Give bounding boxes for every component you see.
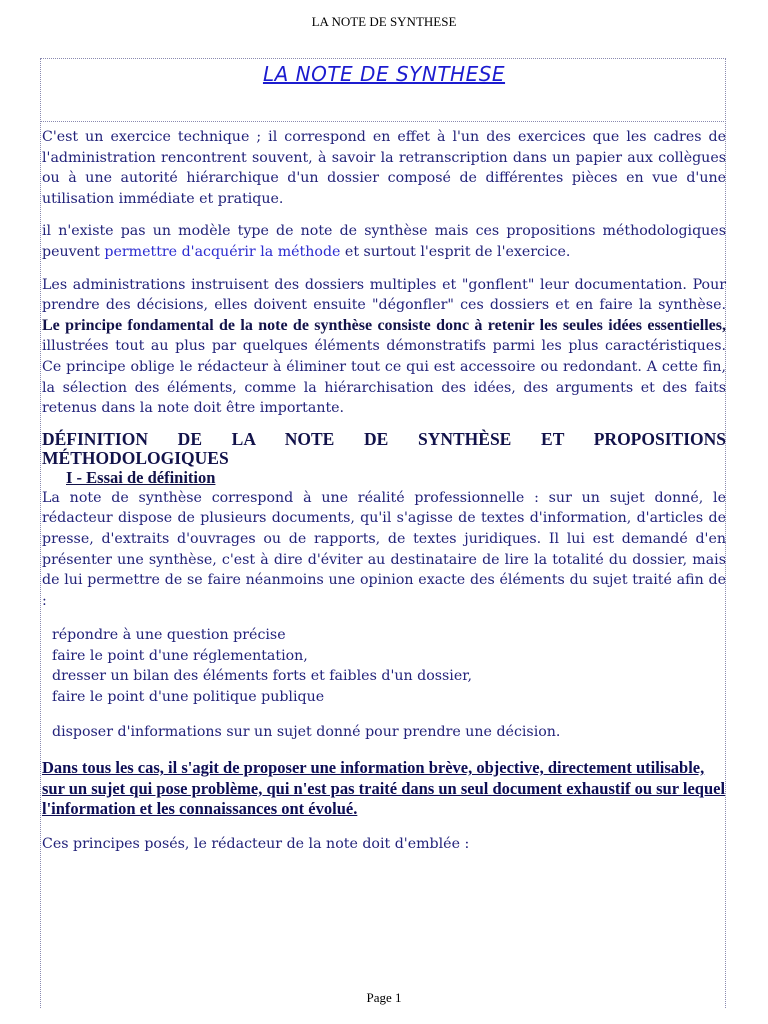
definition-paragraph: La note de synthèse correspond à une réalité professionnelle : sur un sujet donné, le rédacteur dispose de plusieurs documents, qu'il s'agisse de textes d'information, d'articles de presse, d'extraits d'ouvrages ou de rapports, de textes juridiques. Il lui est demandé d'en présenter une synthèse, c'est à dire d'éviter au destinataire de lire la totalité du dossier, mais de lui permettre de se faire néanmoins une opinion exacte des éléments du sujet traité afin de : [42, 489, 726, 609]
method-link[interactable]: permettre d'acquérir la méthode [104, 243, 341, 260]
list-item: faire le point d'une politique publique [52, 689, 325, 706]
purpose-list [42, 625, 726, 707]
subheading: I - Essai de définition [66, 467, 216, 487]
list-item: répondre à une question précise [52, 627, 286, 644]
principle-paragraph [42, 275, 726, 419]
document-title: LA NOTE DE SYNTHESE [262, 62, 506, 86]
method-text-after: et surtout l'esprit de l'exercice. [340, 243, 571, 260]
closing-paragraph: Ces principes posés, le rédacteur de la note doit d'emblée : [42, 835, 470, 852]
running-header: LA NOTE DE SYNTHESE [311, 14, 457, 29]
section-heading-line1: DÉFINITION DE LA NOTE DE SYNTHÈSE ET PROPOSITIONS [42, 428, 726, 449]
list-item: faire le point d'une réglementation, [52, 647, 308, 664]
intro-paragraph: C'est un exercice technique ; il correspond en effet à l'un des exercices que les cadres de l'administration rencontrent souvent, à savoir la retranscription dans un papier aux collègues ou à une autorité hiérarchique d'un dossier composé de différentes pièces en vue d'une utilisation immédiate et pratique. [42, 129, 726, 207]
list-item: dresser un bilan des éléments forts et faibles d'un dossier, [52, 668, 472, 685]
page-number: Page 1 [366, 990, 402, 1005]
principle-bold-text: Le principe fondamental de la note de synthèse consiste donc à retenir les seules idées essentielles, [42, 316, 726, 334]
method-text-before: il n'existe pas un modèle type de note de synthèse mais ces propositions méthodologiques peuvent [42, 223, 726, 260]
method-paragraph [42, 221, 726, 262]
principle-text-after: illustrées tout au plus par quelques éléments démonstratifs parmi les plus caractéristiques. Ce principe oblige le rédacteur à éliminer tout ce qui est accessoire ou redondant. A cette fin, la sélection des éléments, comme la hiérarchisation des idées, des arguments et des faits retenus dans la note doit être importante. [42, 338, 726, 417]
section-heading-line2: MÉTHODOLOGIQUES [42, 447, 229, 468]
emphasis-paragraph: Dans tous les cas, il s'agit de proposer une information brève, objective, directement utilisable, sur un sujet qui pose problème, qui n'est pas traité dans un seul document exhaustif ou sur lequel l'information et les connaissances ont évolué. [42, 758, 726, 819]
list-extra-item: disposer d'informations sur un sujet donné pour prendre une décision. [52, 723, 561, 740]
principle-text-before: Les administrations instruisent des dossiers multiples et "gonflent" leur documentation. Pour prendre des décisions, elles doivent ensuite "dégonfler" ces dossiers et en faire la synthèse. [42, 276, 726, 314]
document-body [42, 127, 726, 854]
